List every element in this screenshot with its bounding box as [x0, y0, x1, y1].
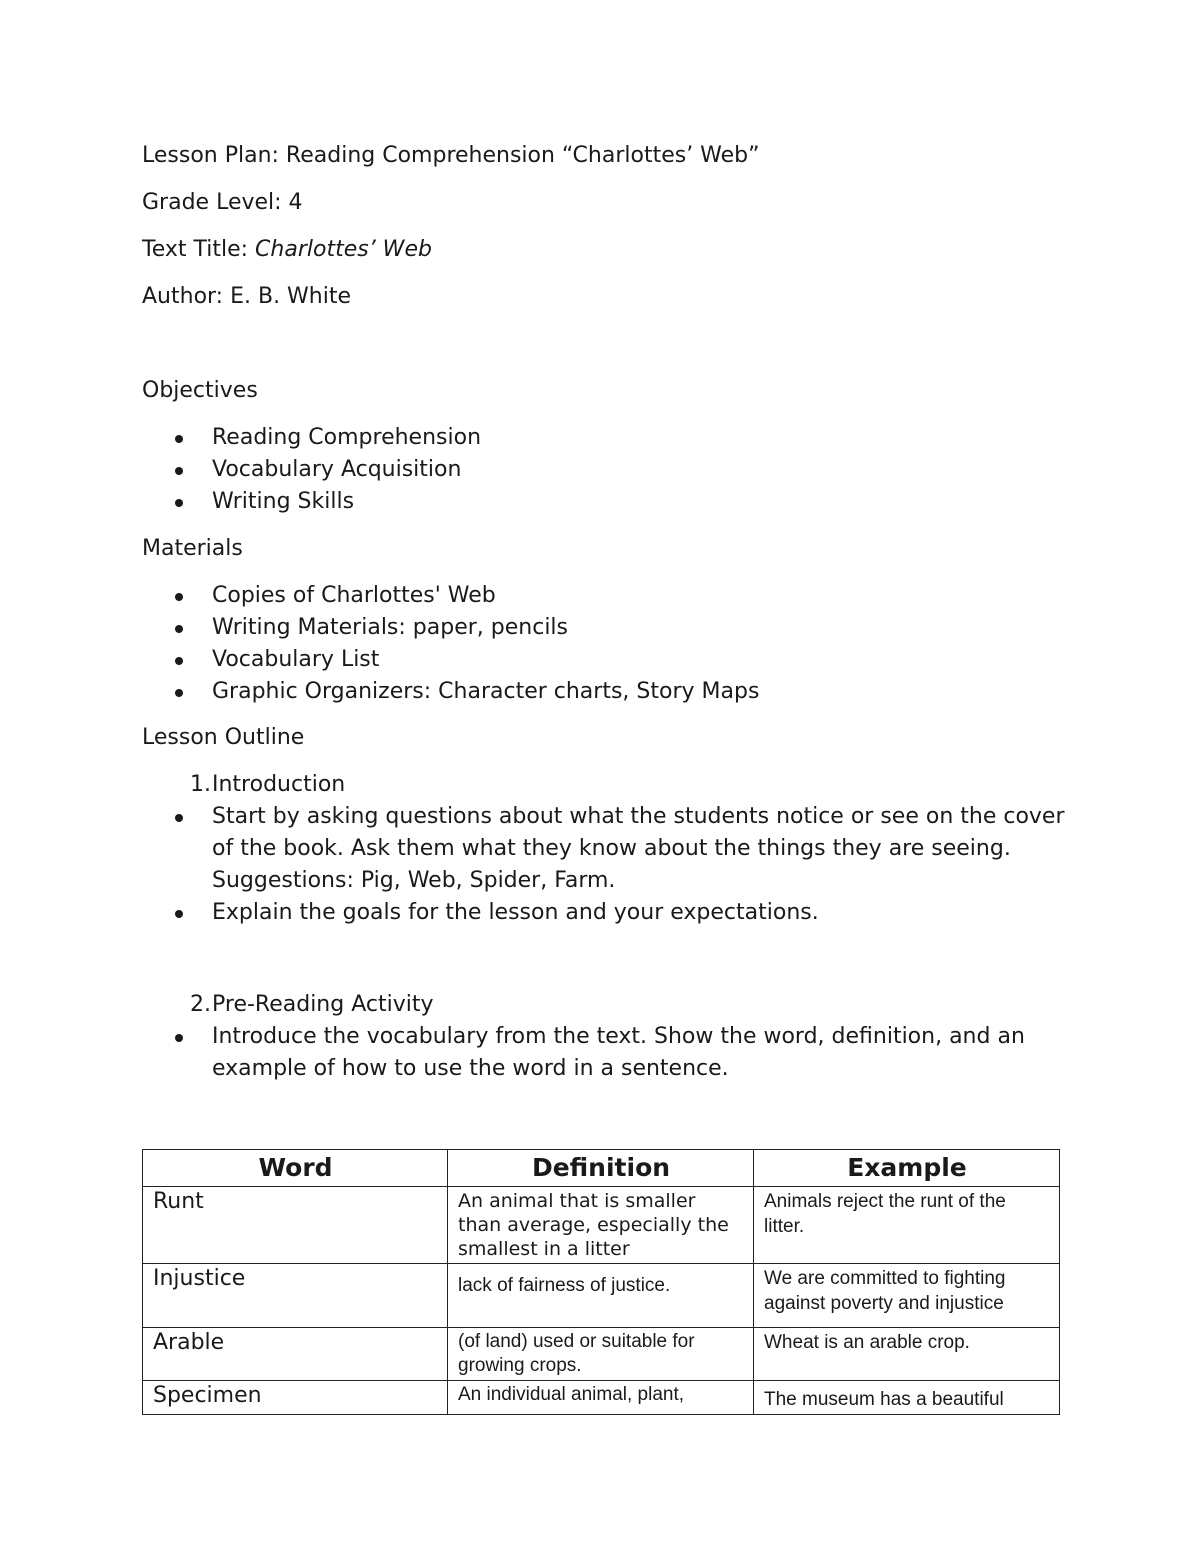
list-item: Introduce the vocabulary from the text. Show the word, definition, and an example of how to use the word in a sentence. [142, 1021, 1072, 1085]
objectives-heading: Objectives [142, 378, 258, 403]
list-item: Start by asking questions about what the students notice or see on the cover of the book. Ask them what they know about the things they are seeing. Suggestions: Pig, Web, Spider, Farm. [142, 801, 1072, 897]
materials-list [142, 580, 759, 708]
vocabulary-table [142, 1149, 1060, 1415]
example-cell: Wheat is an arable crop. [754, 1328, 1060, 1381]
list-item: Reading Comprehension [142, 422, 481, 454]
materials-heading: Materials [142, 536, 243, 561]
example-cell: The museum has a beautiful [754, 1381, 1060, 1415]
word-cell: Arable [143, 1328, 448, 1381]
column-header: Definition [448, 1150, 754, 1187]
list-item: Writing Skills [142, 486, 481, 518]
table-header-row [143, 1150, 1060, 1187]
grade-level: Grade Level: 4 [142, 190, 303, 215]
list-item: Vocabulary Acquisition [142, 454, 481, 486]
definition-cell: (of land) used or suitable for growing crops. [448, 1328, 754, 1381]
word-cell: Runt [143, 1187, 448, 1264]
table-row [143, 1264, 1060, 1328]
step-number: 2. [190, 992, 211, 1017]
list-item: Copies of Charlottes' Web [142, 580, 759, 612]
word-cell: Injustice [143, 1264, 448, 1328]
text-title-value: Charlottes’ Web [255, 237, 432, 262]
outline-step-2 [142, 989, 1072, 1085]
word-cell: Specimen [143, 1381, 448, 1415]
list-item: Vocabulary List [142, 644, 759, 676]
example-cell: Animals reject the runt of the litter. [754, 1187, 1060, 1264]
text-title [142, 235, 432, 265]
definition-cell: lack of fairness of justice. [448, 1264, 754, 1328]
example-cell: We are committed to fighting against poverty and injustice [754, 1264, 1060, 1328]
lesson-plan-title: Lesson Plan: Reading Comprehension “Charlottes’ Web” [142, 143, 760, 168]
list-item: Explain the goals for the lesson and your expectations. [142, 897, 1072, 929]
definition-cell: An individual animal, plant, [448, 1381, 754, 1415]
step-label: Introduction [212, 772, 346, 797]
text-title-label: Text Title: [142, 237, 256, 262]
outline-step-1 [142, 769, 1072, 929]
list-item: Writing Materials: paper, pencils [142, 612, 759, 644]
definition-cell: An animal that is smaller than average, especially the smallest in a litter [448, 1187, 754, 1264]
author: Author: E. B. White [142, 284, 352, 309]
column-header: Example [754, 1150, 1060, 1187]
table-row [143, 1381, 1060, 1415]
lesson-outline-heading: Lesson Outline [142, 725, 305, 750]
list-item: Graphic Organizers: Character charts, Story Maps [142, 676, 759, 708]
step-label: Pre-Reading Activity [212, 992, 434, 1017]
step-heading [142, 769, 1072, 801]
table-row [143, 1187, 1060, 1264]
objectives-list [142, 422, 481, 518]
step-heading [142, 989, 1072, 1021]
column-header: Word [143, 1150, 448, 1187]
step-number: 1. [190, 772, 211, 797]
table-row [143, 1328, 1060, 1381]
